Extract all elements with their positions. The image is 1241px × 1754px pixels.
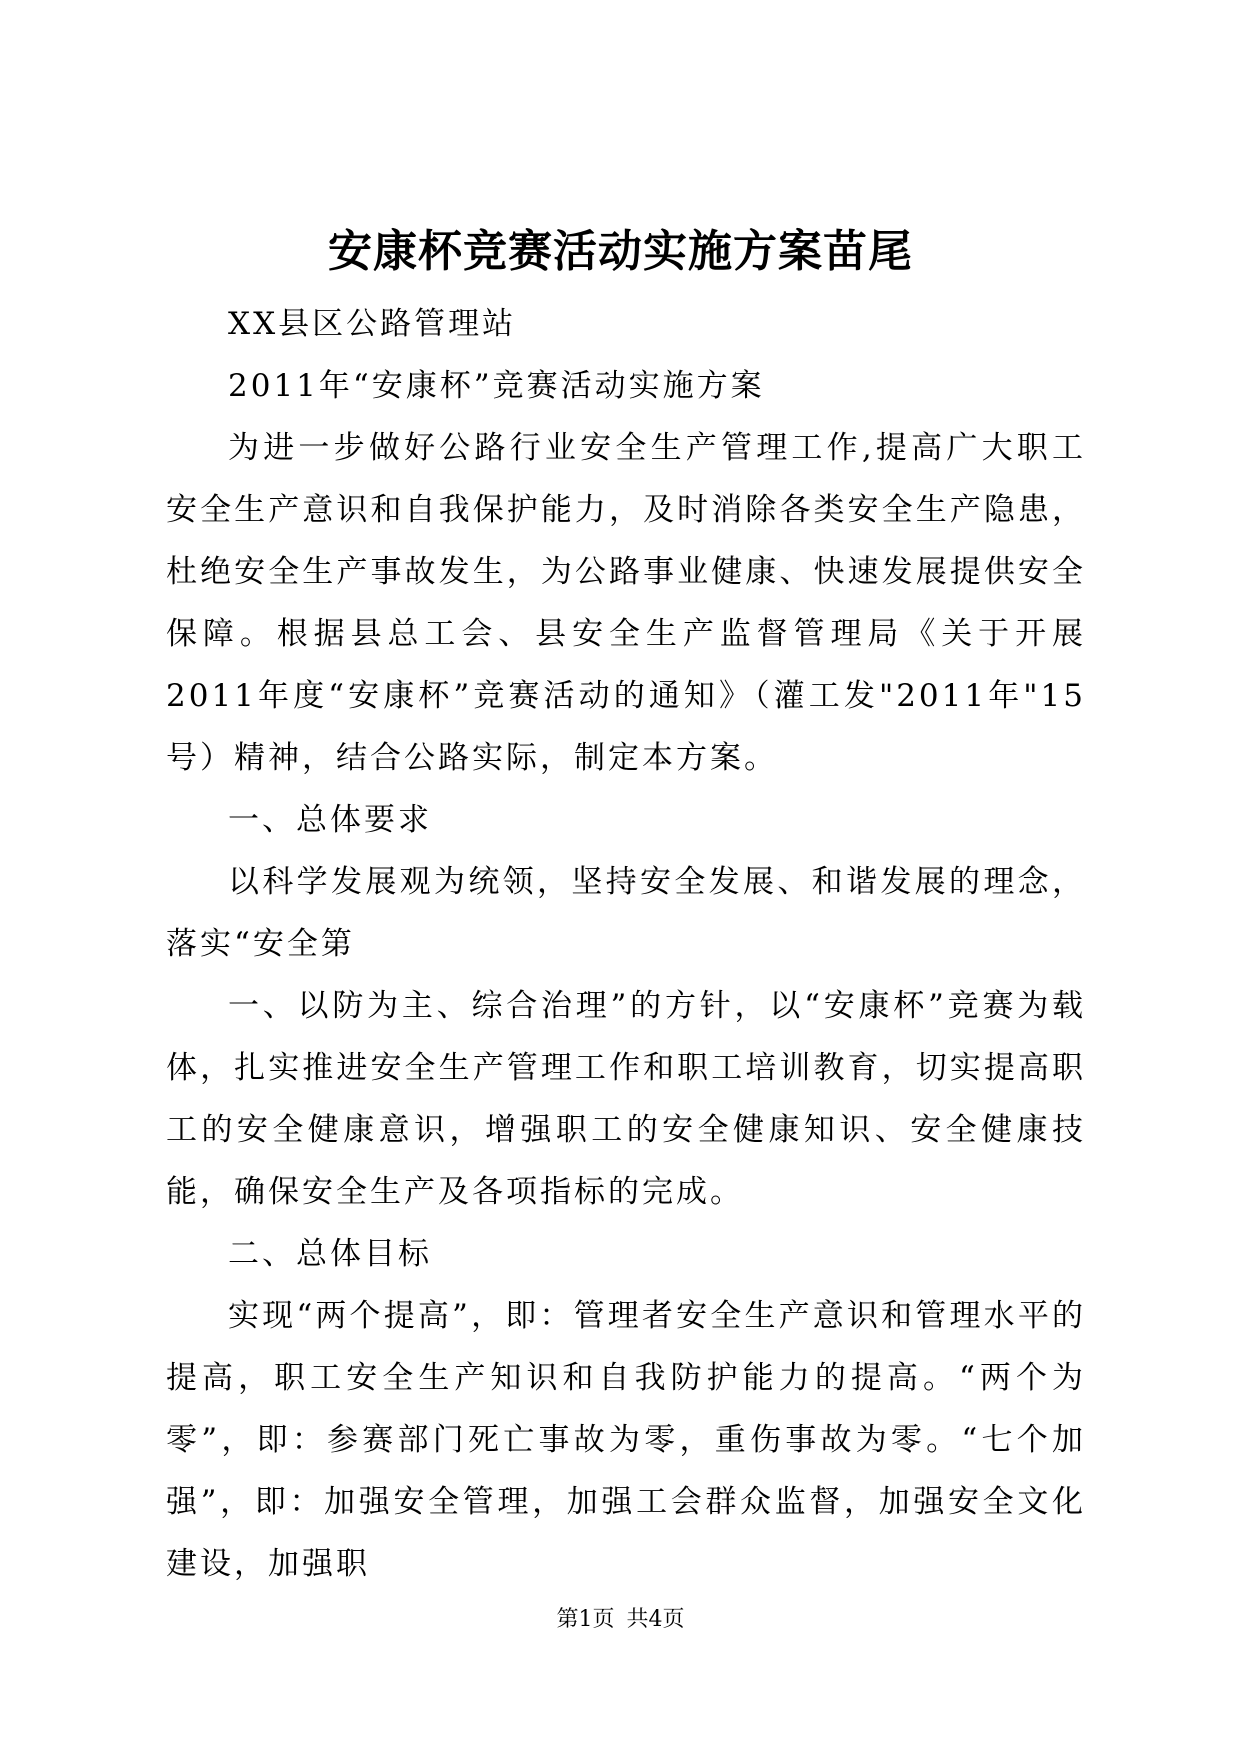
requirements-paragraph: 以科学发展观为统领，坚持安全发展、和谐发展的理念，落实“安全第 <box>166 864 1086 962</box>
page-footer <box>0 1605 1241 1635</box>
requirements-continuation-paragraph: 一、以防为主、综合治理”的方针，以“安康杯”竞赛为载体，扎实推进安全生产管理工作和职工培训教育，切实提高职工的安全健康意识，增强职工的安全健康知识、安全健康技能，确保安全生产及各项指标的完成。 <box>166 988 1086 1210</box>
document-title: 安康杯竞赛活动实施方案苗尾 <box>328 226 913 277</box>
page-total: 共4页 <box>626 1607 685 1632</box>
document-body <box>166 293 1086 1595</box>
plan-title-line: 2011年“安康杯”竞赛活动实施方案 <box>228 368 765 404</box>
section-heading-goals: 二、总体目标 <box>228 1236 432 1272</box>
intro-paragraph: 为进一步做好公路行业安全生产管理工作,提高广大职工安全生产意识和自我保护能力，及时消除各类安全生产隐患，杜绝安全生产事故发生，为公路事业健康、快速发展提供安全保障。根据县总工会、县安全生产监督管理局《关于开展2011年度“安康杯”竞赛活动的通知》（灌工发"2011年"15号）精神，结合公路实际，制定本方案。 <box>166 430 1086 776</box>
goals-paragraph: 实现“两个提高”，即：管理者安全生产意识和管理水平的提高，职工安全生产知识和自我防护能力的提高。“两个为零”，即：参赛部门死亡事故为零，重伤事故为零。“七个加强”，即：加强安全管理，加强工会群众监督，加强安全文化建设，加强职 <box>166 1298 1086 1582</box>
section-heading-requirements: 一、总体要求 <box>228 802 432 838</box>
page-number: 第1页 <box>556 1607 615 1632</box>
organization-line: XX县区公路管理站 <box>228 306 517 342</box>
